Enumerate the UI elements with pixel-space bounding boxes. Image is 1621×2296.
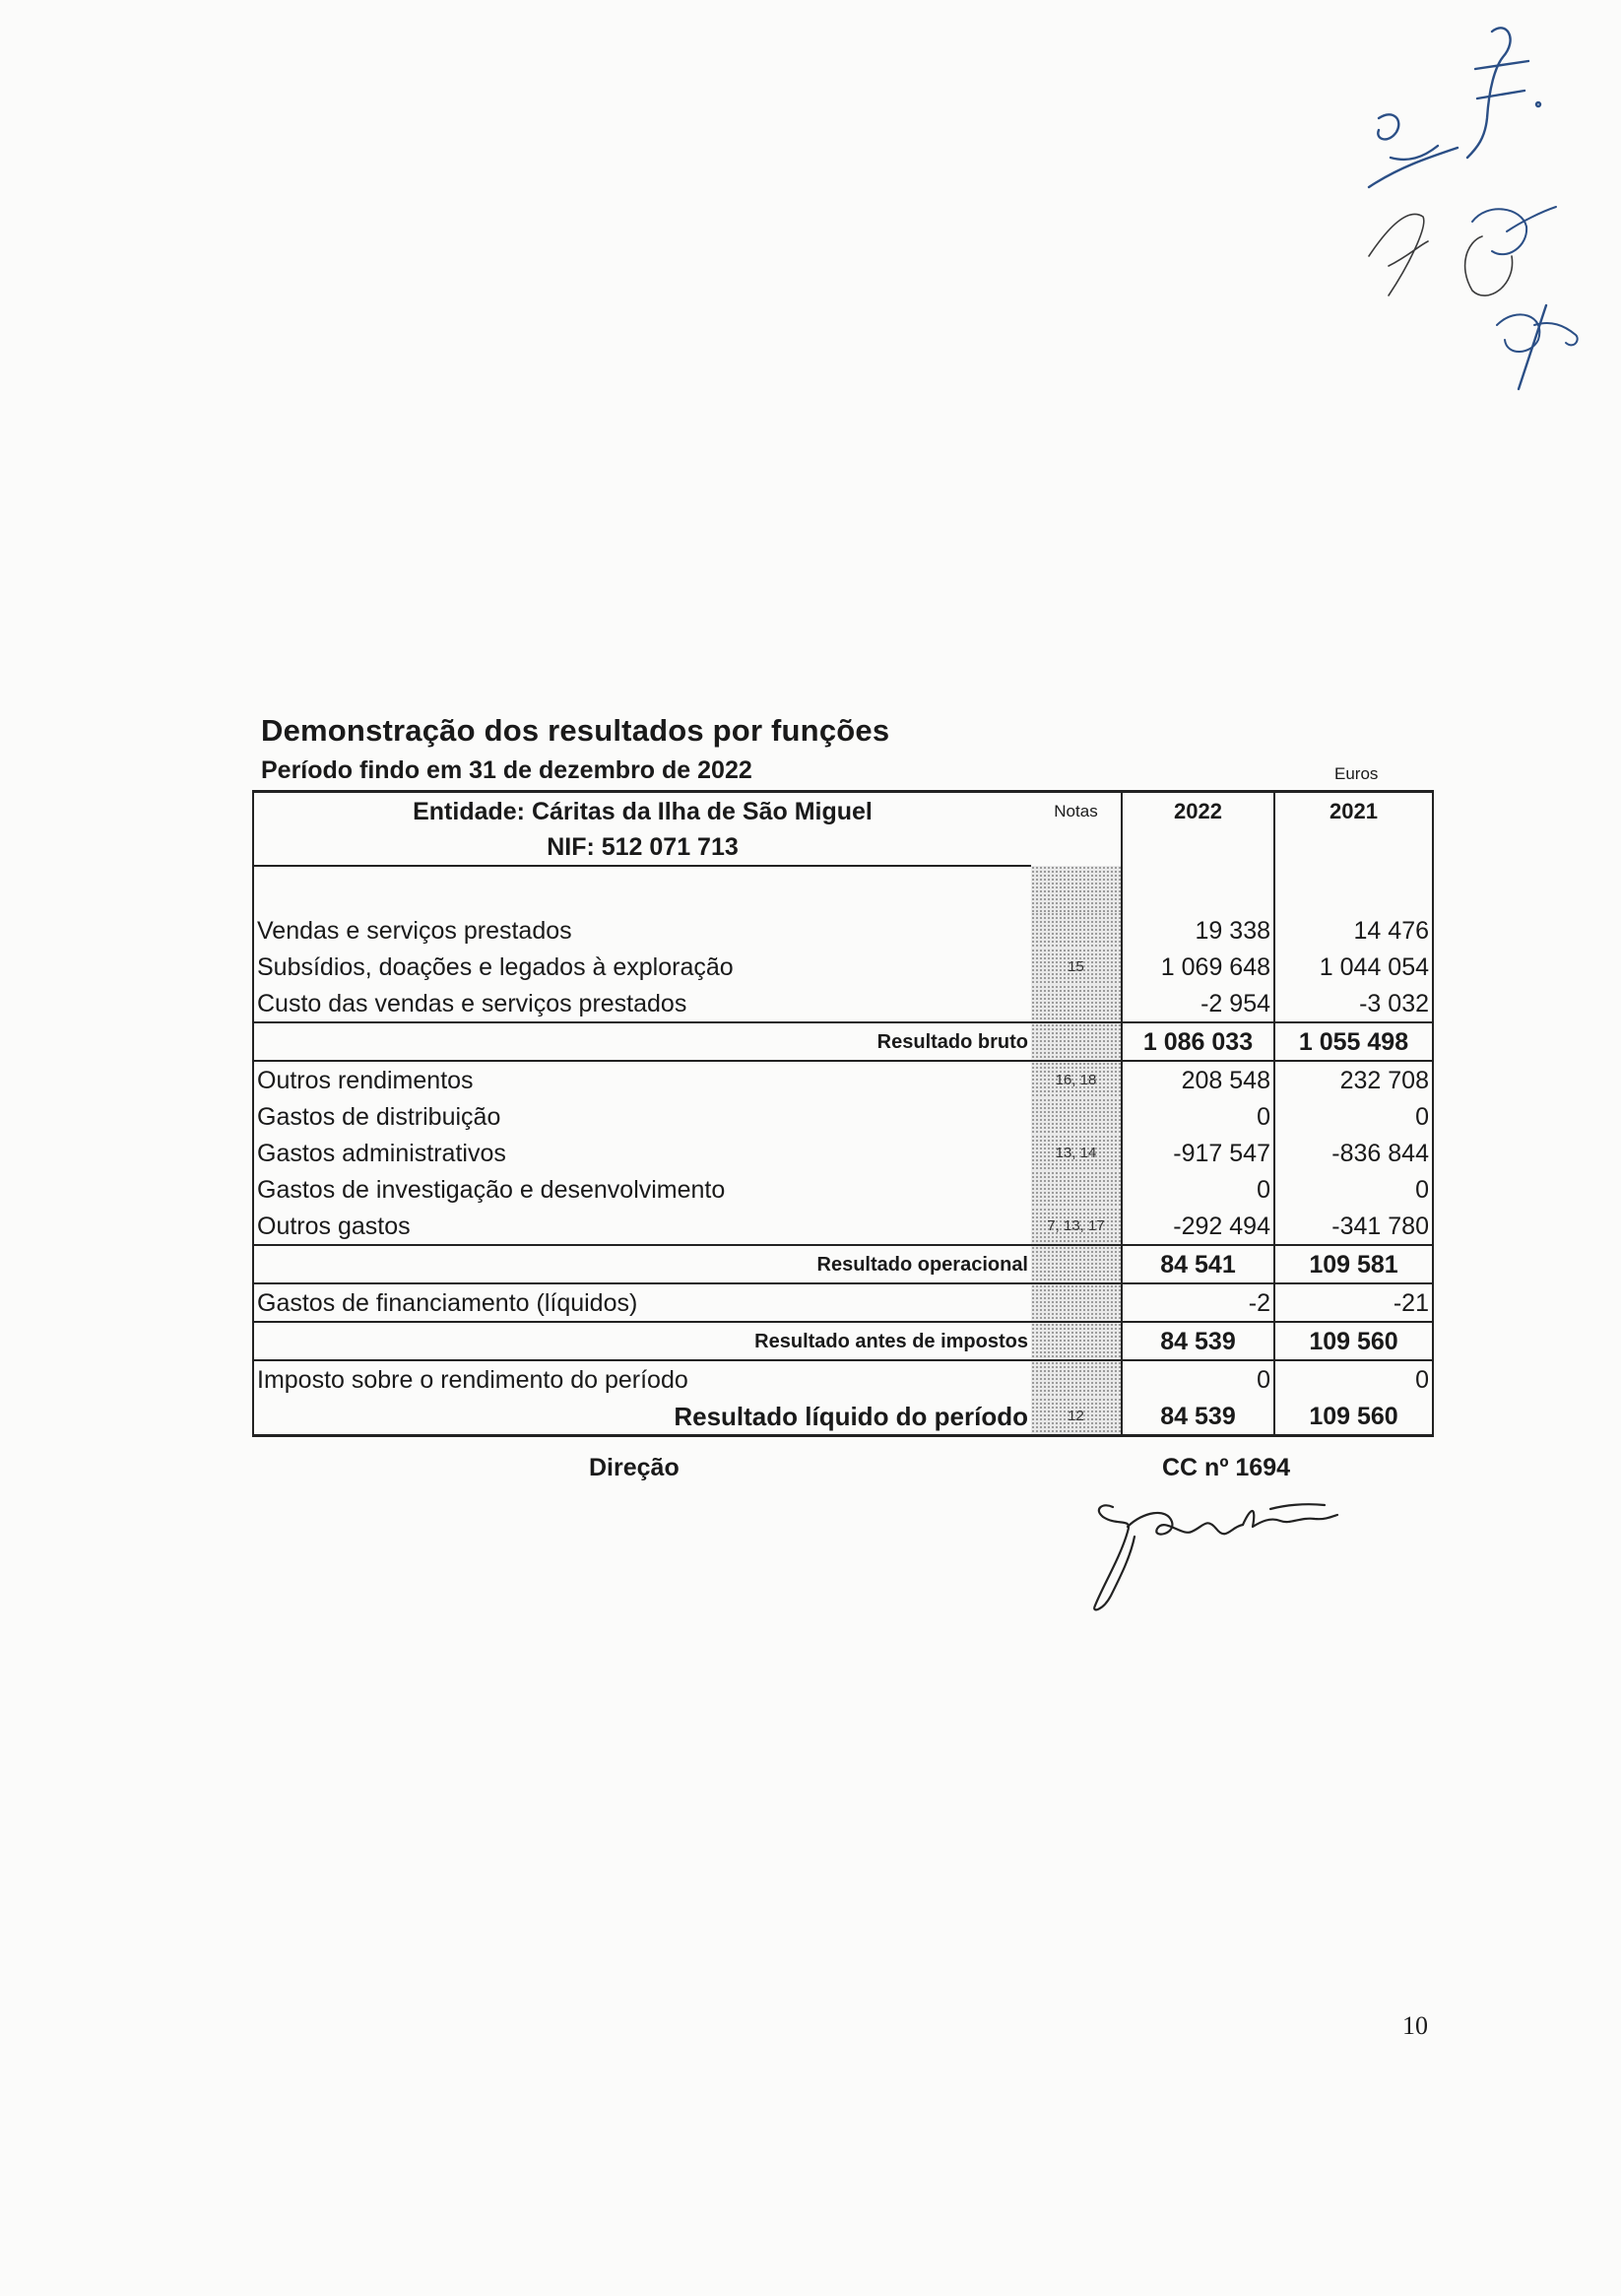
- currency-label: Euros: [1334, 764, 1379, 783]
- value-2022: -2 954: [1122, 985, 1274, 1022]
- entity-header: [253, 792, 1031, 867]
- row-label: Gastos de distribuição: [253, 1098, 1031, 1135]
- header-row: [253, 792, 1433, 867]
- subtotal-row: [253, 1322, 1433, 1360]
- row-notas: [1031, 985, 1122, 1022]
- subtotal-row: [253, 1245, 1433, 1283]
- value-2022: -2: [1122, 1283, 1274, 1322]
- row-notas: [1031, 1098, 1122, 1135]
- table-row: [253, 1171, 1433, 1208]
- net-result-label: Resultado líquido do período: [253, 1398, 1031, 1436]
- row-label: Gastos de financiamento (líquidos): [253, 1283, 1031, 1322]
- table-row: [253, 1098, 1433, 1135]
- year-2022-header: 2022: [1122, 792, 1274, 867]
- value-2021: -21: [1274, 1283, 1433, 1322]
- table-row: [253, 949, 1433, 985]
- accountant-signature: [1073, 1487, 1349, 1615]
- net-result-row: [253, 1398, 1433, 1436]
- period-subtitle: Período findo em 31 de dezembro de 2022: [261, 756, 752, 784]
- row-notas: [1031, 1022, 1122, 1061]
- value-2022: 84 539: [1122, 1322, 1274, 1360]
- row-label: Subsídios, doações e legados à exploração: [253, 949, 1031, 985]
- table-row: [253, 912, 1433, 949]
- spacer-row: [253, 866, 1433, 912]
- value-2021: 109 560: [1274, 1398, 1433, 1436]
- row-notas: [1031, 912, 1122, 949]
- table-row: [253, 1135, 1433, 1171]
- subtotal-label: Resultado operacional: [253, 1245, 1031, 1283]
- year-2021-header: 2021: [1274, 792, 1433, 867]
- row-label: Gastos de investigação e desenvolvimento: [253, 1171, 1031, 1208]
- table-row: [253, 1283, 1433, 1322]
- value-2022: 0: [1122, 1171, 1274, 1208]
- cc-label: CC nº 1694: [1162, 1454, 1291, 1481]
- value-2021: -3 032: [1274, 985, 1433, 1022]
- value-2021: -836 844: [1274, 1135, 1433, 1171]
- entity-nif: NIF: 512 071 713: [547, 833, 739, 861]
- value-2021: 14 476: [1274, 912, 1433, 949]
- row-label: Custo das vendas e serviços prestados: [253, 985, 1031, 1022]
- value-2022: 0: [1122, 1360, 1274, 1398]
- value-2021: -341 780: [1274, 1208, 1433, 1245]
- subtotal-label: Resultado bruto: [253, 1022, 1031, 1061]
- income-statement-table: [252, 790, 1434, 1437]
- value-2021: 232 708: [1274, 1061, 1433, 1098]
- value-2022: 84 541: [1122, 1245, 1274, 1283]
- row-notas: [1031, 1360, 1122, 1398]
- statement-title: Demonstração dos resultados por funções: [261, 713, 890, 748]
- row-notas: 16, 18: [1031, 1061, 1122, 1098]
- value-2022: 84 539: [1122, 1398, 1274, 1436]
- subtotal-label: Resultado antes de impostos: [253, 1322, 1031, 1360]
- value-2022: 208 548: [1122, 1061, 1274, 1098]
- row-notas: 13, 14: [1031, 1135, 1122, 1171]
- row-notas: [1031, 1322, 1122, 1360]
- row-notas: 12: [1031, 1398, 1122, 1436]
- table-row: [253, 985, 1433, 1022]
- value-2022: 1 086 033: [1122, 1022, 1274, 1061]
- row-label: Outros rendimentos: [253, 1061, 1031, 1098]
- value-2022: -917 547: [1122, 1135, 1274, 1171]
- row-label: Gastos administrativos: [253, 1135, 1031, 1171]
- subtotal-row: [253, 1022, 1433, 1061]
- value-2022: 0: [1122, 1098, 1274, 1135]
- initials-signature: [1310, 10, 1605, 404]
- value-2022: -292 494: [1122, 1208, 1274, 1245]
- value-2021: 109 560: [1274, 1322, 1433, 1360]
- value-2021: 0: [1274, 1360, 1433, 1398]
- notas-header: Notas: [1031, 792, 1122, 867]
- row-notas: [1031, 1245, 1122, 1283]
- table-row: [253, 1061, 1433, 1098]
- row-label: Vendas e serviços prestados: [253, 912, 1031, 949]
- value-2021: 1 044 054: [1274, 949, 1433, 985]
- entity-name: Entidade: Cáritas da Ilha de São Miguel: [413, 798, 873, 825]
- value-2021: 0: [1274, 1171, 1433, 1208]
- table-row: [253, 1208, 1433, 1245]
- value-2021: 1 055 498: [1274, 1022, 1433, 1061]
- row-notas: 7, 13, 17: [1031, 1208, 1122, 1245]
- value-2022: 19 338: [1122, 912, 1274, 949]
- row-notas: [1031, 1283, 1122, 1322]
- direction-label: Direção: [589, 1454, 680, 1481]
- table-row: [253, 1360, 1433, 1398]
- value-2021: 0: [1274, 1098, 1433, 1135]
- page-number: 10: [1402, 2011, 1428, 2040]
- row-notas: 15: [1031, 949, 1122, 985]
- row-notas: [1031, 1171, 1122, 1208]
- row-label: Outros gastos: [253, 1208, 1031, 1245]
- row-label: Imposto sobre o rendimento do período: [253, 1360, 1031, 1398]
- value-2022: 1 069 648: [1122, 949, 1274, 985]
- value-2021: 109 581: [1274, 1245, 1433, 1283]
